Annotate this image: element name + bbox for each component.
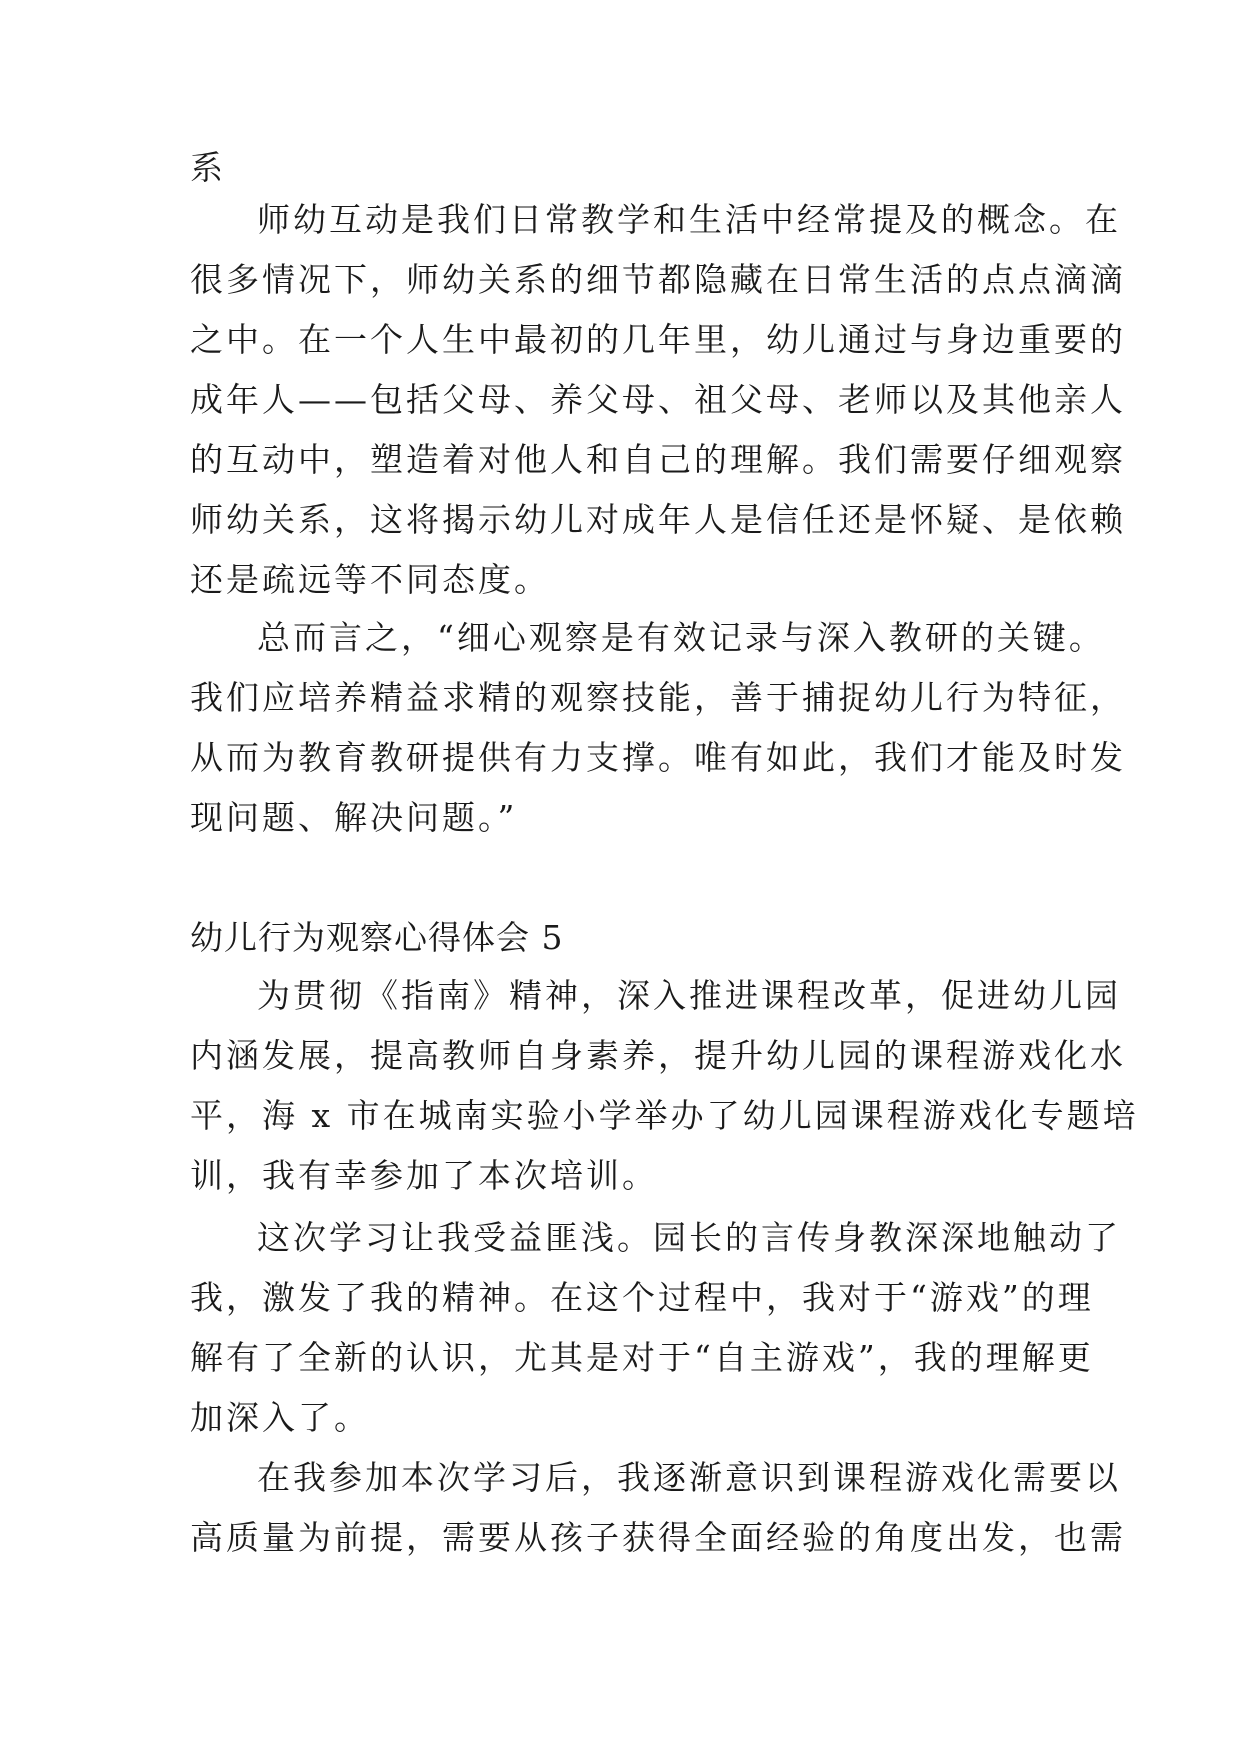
paragraph-line: 平，海 x 市在城南实验小学举办了幼儿园课程游戏化专题培 — [190, 1096, 1139, 1135]
paragraph-line: 在我参加本次学习后，我逐渐意识到课程游戏化需要以 — [257, 1458, 1121, 1497]
paragraph-line: 现问题、解决问题。” — [190, 798, 518, 837]
paragraph-line: 这次学习让我受益匪浅。园长的言传身教深深地触动了 — [257, 1218, 1121, 1257]
fragment-line: 系 — [190, 148, 226, 187]
paragraph-line: 内涵发展，提高教师自身素养，提升幼儿园的课程游戏化水 — [190, 1036, 1126, 1075]
paragraph-line: 之中。在一个人生中最初的几年里，幼儿通过与身边重要的 — [190, 320, 1126, 359]
paragraph-line: 加深入了。 — [190, 1398, 370, 1437]
paragraph-line: 我，激发了我的精神。在这个过程中，我对于“游戏”的理 — [190, 1278, 1094, 1317]
paragraph-line: 从而为教育教研提供有力支撑。唯有如此，我们才能及时发 — [190, 738, 1126, 777]
section-title: 幼儿行为观察心得体会 5 — [190, 918, 564, 957]
paragraph-line: 很多情况下，师幼关系的细节都隐藏在日常生活的点点滴滴 — [190, 260, 1126, 299]
paragraph-line: 总而言之，“细心观察是有效记录与深入教研的关键。 — [257, 618, 1105, 657]
paragraph-line: 高质量为前提，需要从孩子获得全面经验的角度出发，也需 — [190, 1518, 1126, 1557]
paragraph-teacher-child-interaction — [190, 190, 1126, 610]
paragraph-line: 我们应培养精益求精的观察技能，善于捕捉幼儿行为特征， — [190, 678, 1126, 717]
paragraph-line: 还是疏远等不同态度。 — [190, 560, 550, 599]
paragraph-line: 成年人——包括父母、养父母、祖父母、老师以及其他亲人 — [190, 380, 1126, 419]
paragraph-after-study — [190, 1448, 1126, 1568]
paragraph-line: 为贯彻《指南》精神，深入推进课程改革，促进幼儿园 — [257, 976, 1121, 1015]
page-fragment — [190, 138, 1070, 198]
paragraph-learning-benefit — [190, 1208, 1121, 1448]
paragraph-line: 训，我有幸参加了本次培训。 — [190, 1156, 658, 1195]
paragraph-conclusion — [190, 608, 1126, 848]
section-heading — [190, 908, 1070, 968]
paragraph-line: 的互动中，塑造着对他人和自己的理解。我们需要仔细观察 — [190, 440, 1126, 479]
paragraph-line: 师幼关系，这将揭示幼儿对成年人是信任还是怀疑、是依赖 — [190, 500, 1126, 539]
paragraph-line: 师幼互动是我们日常教学和生活中经常提及的概念。在 — [257, 200, 1121, 239]
paragraph-line: 解有了全新的认识，尤其是对于“自主游戏”，我的理解更 — [190, 1338, 1094, 1377]
paragraph-training-intro — [190, 966, 1139, 1206]
